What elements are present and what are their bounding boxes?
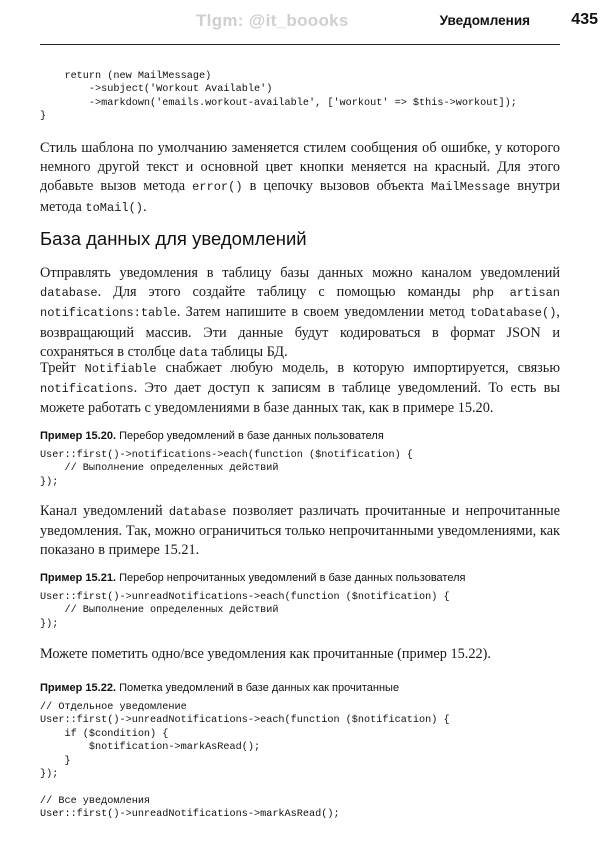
paragraph-notifiable-trait: Трейт Notifiable снабжает любую модель, в которую импортируется, связью notifications. Это дает доступ к записям в таблице уведомлений. То есть вы можете работать с уведомлениями в базе данных так, как в примере 15.20. <box>40 360 561 417</box>
section-title: База данных для уведомлений <box>40 228 307 249</box>
paragraph-database-channel: Отправлять уведомления в таблицу базы данных можно каналом уведомлений database. Для этого создайте таблицу с помощью команды php artisan notifications:table. Затем напишите в своем уведомлении метод toDatabase(), возвращающий массив. Эти данные будут кодироваться в формат JSON и сохраняться в столбце data таблицы БД. <box>40 265 560 360</box>
running-head: Уведомления <box>439 13 530 28</box>
paragraph-mark-as-read: Можете пометить одно/все уведомления как прочитанные (пример 15.22). <box>40 646 491 662</box>
code-block-mail-message: return (new MailMessage) ->subject('Workout Available') ->markdown('emails.workout-available', ['workout' => $this->workout]); } <box>40 71 517 123</box>
paragraph-read-unread: Канал уведомлений database позволяет различать прочитанные и непрочитанные уведомления. Так, можно ограничиться только непрочитанными уведомлениями, как показано в примере 15.21. <box>40 503 560 559</box>
page-number: 435 <box>571 11 598 28</box>
example-15-21-caption: Пример 15.21. Перебор непрочитанных уведомлений в базе данных пользователя <box>40 572 466 584</box>
code-block-example-15-20: User::first()->notifications->each(function ($notification) { // Выполнение определенных действий }); <box>40 450 413 488</box>
paragraph-error-style: Стиль шаблона по умолчанию заменяется стилем сообщения об ошибке, у которого немного другой текст и основной цвет кнопки меняется на красный. Для этого добавьте вызов метода error() в цепочку вызовов объекта MailMessage внутри метода toMail(). <box>40 140 560 215</box>
code-block-example-15-21: User::first()->unreadNotifications->each(function ($notification) { // Выполнение определенных действий }); <box>40 592 450 630</box>
code-block-example-15-22: // Отдельное уведомление User::first()->unreadNotifications->each(function ($notification) { if ($condition) { $notification->markAsRead(); } }); // Все уведомления User::first()->unreadNotifications->markAsRead(); <box>40 702 450 821</box>
example-15-22-caption: Пример 15.22. Пометка уведомлений в базе данных как прочитанные <box>40 682 400 694</box>
watermark: Tlgm: @it_boooks <box>196 11 349 30</box>
example-15-20-caption: Пример 15.20. Перебор уведомлений в базе данных пользователя <box>40 430 384 442</box>
